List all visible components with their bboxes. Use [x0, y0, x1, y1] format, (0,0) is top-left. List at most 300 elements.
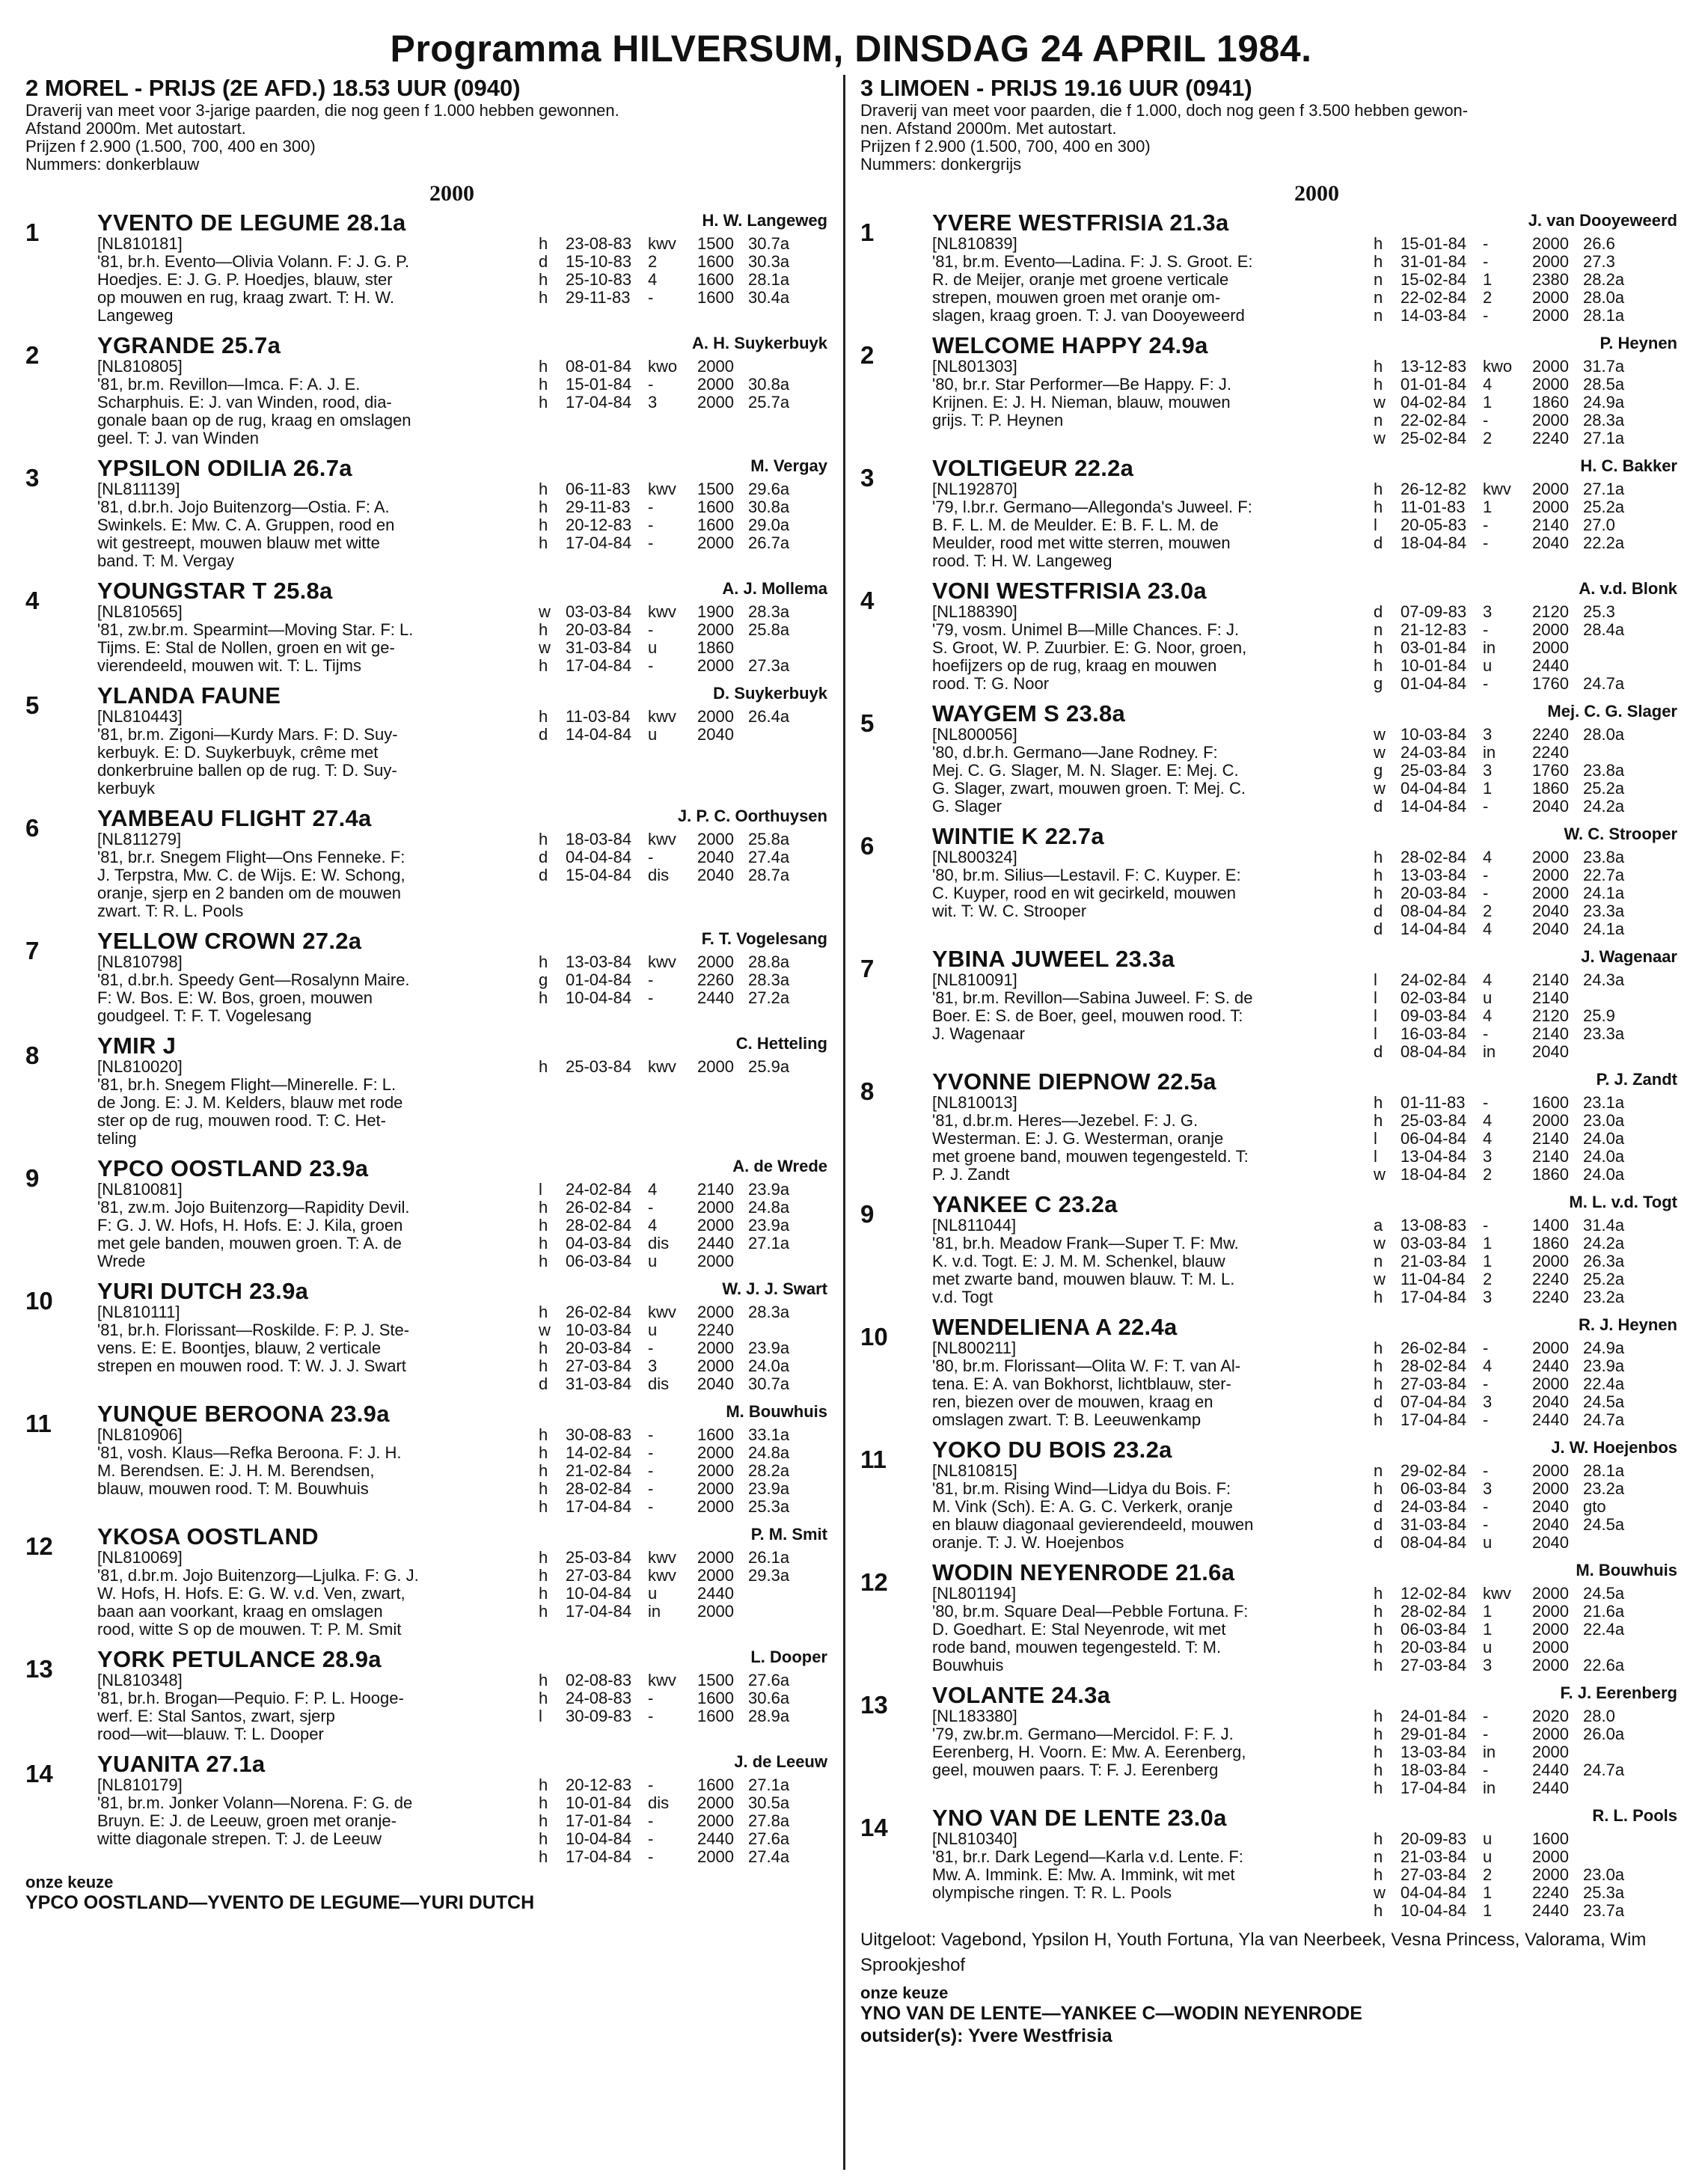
results-table [1374, 1339, 1643, 1429]
result-track: d [1374, 902, 1383, 920]
horse-name: WAYGEM S 23.8a [932, 700, 1126, 727]
detail-line: [NL810348] [97, 1671, 183, 1689]
result-row [539, 989, 808, 1007]
horse-details [97, 1181, 516, 1270]
horse-name: YURI DUTCH 23.9a [97, 1278, 309, 1304]
result-time: 24.8a [748, 1443, 790, 1462]
result-place: 3 [1483, 1147, 1493, 1166]
result-track: h [1374, 498, 1383, 516]
outsider-note: outsider(s): Yvere Westfrisia [860, 2025, 1112, 2046]
result-date: 18-04-84 [1401, 533, 1467, 552]
detail-line: [NL810839] [932, 234, 1017, 253]
result-place: 1 [1483, 1252, 1493, 1270]
result-time: 24.9a [1583, 393, 1625, 412]
result-row [1374, 1902, 1643, 1920]
result-date: 26-12-82 [1401, 480, 1467, 498]
result-distance: 1600 [697, 1707, 734, 1725]
result-track: h [539, 830, 548, 848]
detail-line: M. Vink (Sch). E: A. G. C. Verkerk, oranje [932, 1497, 1233, 1516]
result-distance: 1600 [1532, 1829, 1569, 1848]
result-distance: 1500 [697, 480, 734, 498]
detail-line: strepen, mouwen groen met oranje om- [932, 288, 1221, 307]
horse-entry [860, 1314, 1683, 1429]
result-date: 17-04-84 [566, 1602, 632, 1621]
result-time: 28.3a [748, 1303, 790, 1321]
result-track: n [1374, 1252, 1383, 1270]
result-track: h [1374, 866, 1383, 884]
detail-line: J. Terpstra, Mw. C. de Wijs. E: W. Schong, [97, 866, 405, 884]
result-track: n [1374, 1461, 1383, 1480]
result-place: kwv [648, 1566, 676, 1585]
result-place: u [1483, 1847, 1493, 1866]
detail-line: Mej. C. G. Slager, M. N. Slager. E: Mej. C. [932, 761, 1239, 780]
entry-body [25, 1303, 833, 1393]
result-row [1374, 289, 1643, 307]
start-number: 6 [25, 814, 40, 842]
result-time: 23.3a [1583, 1024, 1625, 1043]
result-track: h [1374, 1725, 1383, 1743]
result-row [539, 1321, 808, 1339]
result-time: 27.0 [1583, 516, 1615, 534]
result-distance: 2000 [1532, 848, 1569, 866]
start-number: 5 [25, 691, 40, 719]
detail-line: Westerman. E: J. G. Westerman, oranje [932, 1129, 1224, 1148]
detail-line: Tijms. E: Stal de Nollen, groen en wit ge- [97, 638, 395, 657]
detail-line: [NL800211] [932, 1339, 1017, 1357]
trainer-name: W. J. J. Swart [722, 1279, 827, 1298]
horse-details [97, 1303, 516, 1393]
start-number: 10 [25, 1287, 53, 1315]
result-distance: 2000 [1532, 375, 1569, 394]
detail-line: [NL810815] [932, 1461, 1017, 1480]
detail-line: oranje. T: J. W. Hoejenbos [932, 1533, 1124, 1552]
result-time [1583, 1534, 1643, 1552]
trainer-name: D. Suykerbuyk [713, 684, 827, 703]
result-distance: 2040 [697, 725, 734, 744]
result-row [1374, 639, 1643, 657]
result-date: 10-01-84 [566, 1793, 632, 1812]
page-title: Programma HILVERSUM, DINSDAG 24 APRIL 1984. [390, 28, 1312, 70]
detail-line: [NL810443] [97, 707, 183, 726]
detail-line: F: G. J. W. Hofs, H. Hofs. E: J. Kila, groen [97, 1216, 403, 1235]
result-distance: 2000 [697, 656, 734, 675]
result-track: h [539, 498, 548, 516]
result-track: a [1374, 1216, 1383, 1235]
result-row [539, 1812, 808, 1830]
result-date: 20-05-83 [1401, 516, 1467, 534]
result-distance: 2040 [1532, 533, 1569, 552]
results-table [539, 1776, 808, 1866]
result-date: 17-04-84 [566, 656, 632, 675]
result-distance: 2000 [697, 1497, 734, 1516]
result-track: n [1374, 288, 1383, 307]
result-track: n [1374, 306, 1383, 325]
detail-line: [NL188390] [932, 602, 1017, 621]
detail-line: '81, d.br.h. Speedy Gent—Rosalynn Maire. [97, 970, 410, 989]
result-date: 14-04-84 [566, 725, 632, 744]
detail-line: '81, br.m. Zigoni—Kurdy Mars. F: D. Suy- [97, 725, 398, 744]
race-desc-line: Afstand 2000m. Met autostart. [25, 119, 246, 138]
results-table [1374, 235, 1643, 325]
result-time: 23.8a [1583, 848, 1625, 866]
result-date: 31-01-84 [1401, 252, 1467, 271]
result-distance: 2040 [1532, 797, 1569, 816]
result-track: h [539, 1356, 548, 1375]
result-place: 3 [1483, 1656, 1493, 1674]
result-track: d [1374, 602, 1383, 621]
detail-line: '81, br.r. Dark Legend—Karla v.d. Lente. F: [932, 1847, 1243, 1866]
start-number: 1 [860, 218, 875, 246]
result-date: 25-03-84 [1401, 761, 1467, 780]
detail-line: rood, witte S op de mouwen. T: P. M. Smit [97, 1620, 402, 1639]
detail-line: '81, br.h. Meadow Frank—Super T. F: Mw. [932, 1234, 1239, 1252]
result-row [1374, 1393, 1643, 1411]
result-distance: 2440 [1532, 1356, 1569, 1375]
horse-entry [25, 1033, 833, 1148]
result-place: u [648, 1584, 658, 1603]
result-place: - [1483, 1024, 1489, 1043]
result-place: dis [648, 866, 670, 884]
horse-name: YLANDA FAUNE [97, 682, 281, 709]
result-date: 10-03-84 [566, 1321, 632, 1339]
entry-body [860, 848, 1683, 938]
results-table [539, 603, 808, 675]
result-time: 26.7a [748, 533, 790, 552]
result-track: w [1374, 1234, 1386, 1252]
result-date: 10-04-84 [566, 1584, 632, 1603]
result-date: 04-02-84 [1401, 393, 1467, 412]
result-distance: 2000 [1532, 638, 1569, 657]
result-place: 1 [1483, 1883, 1493, 1902]
result-distance: 2000 [1532, 1461, 1569, 1480]
detail-line: [NL810013] [932, 1093, 1017, 1112]
detail-line: rood—wit—blauw. T: L. Dooper [97, 1725, 324, 1743]
result-track: d [539, 725, 548, 744]
result-place: - [1483, 411, 1489, 429]
detail-line: grijs. T: P. Heynen [932, 411, 1064, 429]
result-row [1374, 1707, 1643, 1725]
result-place: - [1483, 1461, 1489, 1480]
result-distance: 1760 [1532, 761, 1569, 780]
result-distance: 2000 [1532, 1111, 1569, 1130]
result-distance: 2440 [697, 1584, 734, 1603]
result-distance: 1600 [697, 1775, 734, 1794]
result-distance: 2240 [1532, 725, 1569, 744]
result-row [1374, 866, 1643, 884]
trainer-name: J. W. Hoejenbos [1551, 1438, 1677, 1457]
result-date: 13-03-84 [566, 952, 632, 971]
result-row [1374, 989, 1643, 1007]
result-track: l [1374, 516, 1377, 534]
result-place: 4 [1483, 1356, 1493, 1375]
result-track: h [539, 952, 548, 971]
result-date: 28-02-84 [1401, 1602, 1467, 1621]
result-track: h [539, 1689, 548, 1707]
result-distance: 2000 [697, 375, 734, 394]
result-track: d [1374, 1042, 1383, 1061]
result-time: 22.2a [1583, 533, 1625, 552]
result-date: 18-03-84 [566, 830, 632, 848]
detail-line: S. Groot, W. P. Zuurbier. E: G. Noor, groen, [932, 638, 1247, 657]
detail-line: '81, br.m. Jonker Volann—Norena. F: G. de [97, 1793, 413, 1812]
result-time: 26.1a [748, 1548, 790, 1567]
result-row [539, 271, 808, 289]
result-place: dis [648, 1793, 670, 1812]
result-distance: 2000 [697, 1479, 734, 1498]
result-track: h [1374, 638, 1383, 657]
result-date: 13-08-83 [1401, 1216, 1467, 1235]
result-track: w [539, 638, 551, 657]
detail-line: [NL800324] [932, 848, 1017, 866]
trainer-name: P. Heynen [1600, 334, 1677, 352]
horse-details [97, 831, 516, 920]
result-place: 4 [1483, 1111, 1493, 1130]
trainer-name: M. Vergay [750, 456, 827, 475]
horse-details [932, 1462, 1351, 1552]
result-place: - [1483, 1515, 1489, 1534]
result-row [1374, 1585, 1643, 1603]
result-distance: 2000 [1532, 1584, 1569, 1603]
result-place: kwv [648, 1303, 676, 1321]
result-track: l [1374, 1024, 1377, 1043]
result-row [1374, 1411, 1643, 1429]
result-distance: 1860 [697, 638, 734, 657]
result-place: kwv [648, 1548, 676, 1567]
result-distance: 2140 [1532, 516, 1569, 534]
detail-line: Swinkels. E: Mw. C. A. Gruppen, rood en [97, 516, 395, 534]
result-time: 26.0a [1583, 1725, 1625, 1743]
result-distance: 1600 [697, 498, 734, 516]
result-row [1374, 1357, 1643, 1375]
result-place: - [1483, 1497, 1489, 1516]
result-time: 23.0a [1583, 1865, 1625, 1884]
entry-body [860, 1094, 1683, 1184]
result-date: 04-04-84 [1401, 1883, 1467, 1902]
detail-line: '80, br.m. Florissant—Olita W. F: T. van Al- [932, 1356, 1241, 1375]
result-date: 06-04-84 [1401, 1129, 1467, 1148]
trainer-name: M. L. v.d. Togt [1569, 1193, 1677, 1211]
result-time: 25.3 [1583, 602, 1615, 621]
result-track: h [539, 516, 548, 534]
result-row [1374, 726, 1643, 744]
distance-label: 2000 [429, 181, 474, 206]
result-time: 30.4a [748, 288, 790, 307]
result-track: h [1374, 234, 1383, 253]
result-date: 28-02-84 [1401, 1356, 1467, 1375]
result-place: 1 [1483, 779, 1493, 798]
trainer-name: M. Bouwhuis [726, 1402, 827, 1421]
result-date: 08-01-84 [566, 357, 632, 376]
results-table [1374, 1462, 1643, 1552]
result-place: kwv [1483, 1584, 1511, 1603]
result-track: n [1374, 620, 1383, 639]
start-number: 2 [25, 341, 40, 369]
result-place: u [648, 638, 658, 657]
result-row [1374, 603, 1643, 621]
race-column-right [860, 75, 1683, 2170]
result-time: 27.1a [748, 1775, 790, 1794]
result-distance: 1860 [1532, 393, 1569, 412]
result-time: 28.1a [1583, 1461, 1625, 1480]
trainer-name: A. J. Mollema [722, 579, 827, 598]
detail-line: blauw, mouwen rood. T: M. Bouwhuis [97, 1479, 369, 1498]
result-distance: 2020 [1532, 1707, 1569, 1725]
result-place: 3 [1483, 1479, 1493, 1498]
result-time: 27.8a [748, 1811, 790, 1830]
result-time: 27.1a [748, 1234, 790, 1252]
horse-name: VOLANTE 24.3a [932, 1682, 1111, 1708]
result-time: 24.1a [1583, 884, 1625, 902]
result-row [539, 516, 808, 534]
result-row [1374, 1498, 1643, 1516]
start-number: 11 [860, 1446, 887, 1473]
result-place: - [1483, 1761, 1489, 1779]
result-time: 24.0a [1583, 1147, 1625, 1166]
result-place: - [648, 988, 654, 1007]
result-row [1374, 376, 1643, 394]
result-date: 30-09-83 [566, 1707, 632, 1725]
result-row [1374, 1166, 1643, 1184]
detail-line: baan aan voorkant, kraag en omslagen [97, 1602, 383, 1621]
race-description [25, 102, 833, 174]
result-time [748, 639, 808, 657]
result-row [539, 708, 808, 726]
result-time: 29.3a [748, 1566, 790, 1585]
horse-details [932, 1339, 1351, 1429]
result-time: 26.6 [1583, 234, 1615, 253]
result-distance: 2000 [697, 1443, 734, 1462]
result-row [1374, 1235, 1643, 1252]
race-header: 2 MOREL - PRIJS (2E AFD.) 18.53 UUR (0940) [25, 75, 521, 101]
result-date: 12-02-84 [1401, 1584, 1467, 1603]
horse-entry [25, 1751, 833, 1866]
result-track: h [539, 1847, 548, 1866]
horse-entry [860, 1559, 1683, 1674]
horse-details [97, 235, 516, 325]
result-distance: 1600 [697, 1425, 734, 1444]
horse-name: YNO VAN DE LENTE 23.0a [932, 1805, 1227, 1831]
result-distance: 2000 [697, 952, 734, 971]
result-track: h [1374, 884, 1383, 902]
result-row [539, 831, 808, 848]
result-time: 29.6a [748, 480, 790, 498]
result-track: h [1374, 848, 1383, 866]
result-track: n [1374, 411, 1383, 429]
result-track: g [539, 970, 548, 989]
result-time: 33.1a [748, 1425, 790, 1444]
result-time: 28.1a [1583, 306, 1625, 325]
detail-line: slagen, kraag groen. T: J. van Dooyeweerd [932, 306, 1245, 325]
detail-line: J. Wagenaar [932, 1024, 1025, 1043]
race-header: 3 LIMOEN - PRIJS 19.16 UUR (0941) [860, 75, 1252, 101]
result-time [1583, 1848, 1643, 1866]
result-distance: 2260 [697, 970, 734, 989]
result-time: 22.7a [1583, 866, 1625, 884]
result-distance: 2040 [1532, 1392, 1569, 1411]
result-distance: 2000 [697, 1252, 734, 1270]
result-date: 26-02-84 [1401, 1339, 1467, 1357]
result-distance: 2000 [1532, 357, 1569, 376]
result-date: 02-08-83 [566, 1671, 632, 1689]
result-row [1374, 1217, 1643, 1235]
result-place: 1 [1483, 393, 1493, 412]
horse-details [97, 1549, 516, 1639]
detail-line: werf. E: Stal Santos, zwart, sjerp [97, 1707, 335, 1725]
result-date: 14-04-84 [1401, 920, 1467, 938]
detail-line: [NL810020] [97, 1057, 183, 1076]
result-track: l [1374, 988, 1377, 1007]
result-track: w [539, 1321, 551, 1339]
result-track: h [1374, 1865, 1383, 1884]
results-table [539, 708, 808, 798]
results-table [539, 1058, 808, 1148]
result-distance: 2000 [1532, 498, 1569, 516]
result-row [1374, 235, 1643, 253]
result-date: 28-02-84 [566, 1216, 632, 1235]
result-row [539, 1058, 808, 1076]
result-track: h [539, 1775, 548, 1794]
result-row [1374, 1007, 1643, 1025]
horse-name: VONI WESTFRISIA 23.0a [932, 578, 1207, 604]
result-time: 23.9a [748, 1180, 790, 1199]
result-distance: 2000 [1532, 480, 1569, 498]
result-date: 26-02-84 [566, 1198, 632, 1217]
trainer-name: Mej. C. G. Slager [1547, 702, 1677, 721]
result-date: 15-10-83 [566, 252, 632, 271]
result-row [1374, 1884, 1643, 1902]
result-row [539, 1776, 808, 1794]
detail-line: rood. T: H. W. Langeweg [932, 551, 1112, 570]
result-row [539, 848, 808, 866]
result-row [1374, 1848, 1643, 1866]
result-row [1374, 271, 1643, 289]
detail-line: Scharphuis. E: J. van Winden, rood, dia- [97, 393, 392, 412]
detail-line: gonale baan op de rug, kraag en omslagen [97, 411, 411, 429]
horse-details [932, 603, 1351, 693]
result-track: d [1374, 533, 1383, 552]
result-distance: 2000 [1532, 234, 1569, 253]
result-date: 10-04-84 [566, 988, 632, 1007]
result-row [539, 1217, 808, 1235]
result-track: d [1374, 1515, 1383, 1534]
result-distance: 2000 [697, 1811, 734, 1830]
entry-body [25, 1181, 833, 1270]
entry-body [25, 480, 833, 570]
race-desc-line: Draverij van meet voor 3-jarige paarden, die nog geen f 1.000 hebben gewonnen. [25, 101, 619, 120]
result-row [539, 1603, 808, 1621]
results-table [1374, 1094, 1643, 1184]
result-place: - [648, 1829, 654, 1848]
result-distance: 2000 [697, 620, 734, 639]
result-time: 25.8a [748, 830, 790, 848]
result-row [539, 1848, 808, 1866]
result-date: 20-03-84 [1401, 1638, 1467, 1657]
column-divider [843, 75, 845, 2170]
result-time: 28.0 [1583, 1707, 1615, 1725]
result-place: kwo [648, 357, 678, 376]
result-place: 4 [648, 1180, 658, 1199]
trainer-name: C. Hetteling [735, 1034, 827, 1053]
result-track: h [539, 1671, 548, 1689]
result-time: 24.0a [748, 1356, 790, 1375]
result-row [1374, 1148, 1643, 1166]
result-track: h [1374, 1093, 1383, 1112]
horse-entry [25, 1646, 833, 1743]
result-row [539, 1830, 808, 1848]
horse-name: YBINA JUWEEL 23.3a [932, 946, 1175, 972]
result-row [1374, 394, 1643, 412]
result-place: kwv [648, 952, 676, 971]
